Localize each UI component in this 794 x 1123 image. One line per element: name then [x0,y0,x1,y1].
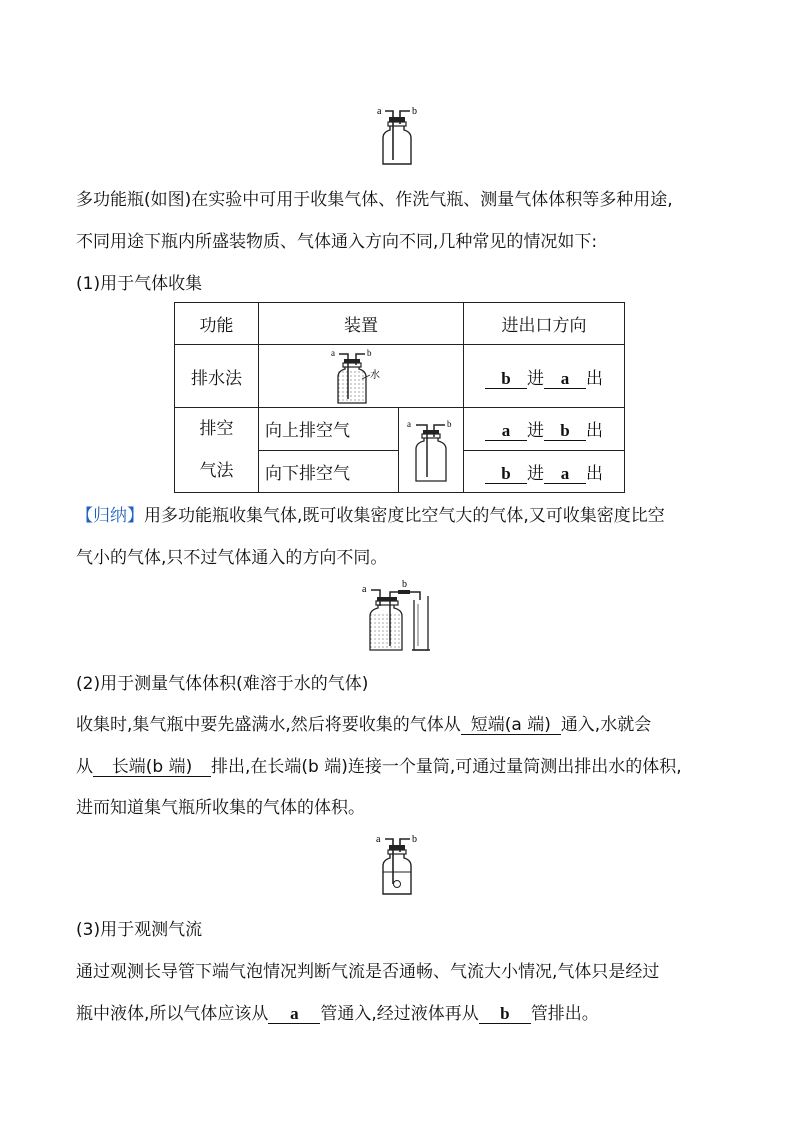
section2-line-1: 收集时,集气瓶中要先盛满水,然后将要收集的气体从 短端(a 端) 通入,水就会 [76,715,652,735]
answer-in-port: b [485,370,527,389]
section1-heading: (1)用于气体收集 [76,274,203,294]
direction-down-cell: b 进 a 出 [464,450,625,493]
section3-line-1: 通过观测长导管下端气泡情况判断气流是否通畅、气流大小情况,气体只是经过 [76,962,660,982]
direction-water-cell: b 进 a 出 [464,345,625,408]
summary-line-1: 【归纳】用多功能瓶收集气体,既可收集密度比空气大的气体,又可收集密度比空 [76,506,665,526]
answer-blank-long-end: 长端(b 端) [93,758,211,777]
answer-blank-inlet: a [268,1005,320,1024]
port-b-label: b [447,419,452,429]
answer-in-port: a [485,422,527,441]
method-water-displacement: 排水法 [175,345,259,408]
port-a-label: a [407,419,411,429]
answer-blank-short-end: 短端(a 端) [461,716,561,735]
section2-line-2: 从 长端(b 端) 排出,在长端(b 端)连接一个量筒,可通过量筒测出排出水的体积, [76,757,682,777]
intro-line-2: 不同用途下瓶内所盛装物质、气体通入方向不同,几种常见的情况如下: [76,232,598,252]
direction-up-cell: a 进 b 出 [464,408,625,451]
answer-out-port: b [544,422,586,441]
multipurpose-bottle-figure [372,100,424,168]
section2-line-3: 进而知道集气瓶所收集的气体的体积。 [76,798,365,818]
section3-line-2: 瓶中液体,所以气体应该从 a 管通入,经过液体再从 b 管排出。 [76,1004,599,1024]
port-a-label: a [376,834,381,845]
port-b-label: b [367,348,372,358]
water-filled-bottle-figure [326,347,396,405]
summary-line-2: 气小的气体,只不过气体通入的方向不同。 [76,548,388,568]
port-b-label: b [412,106,417,117]
water-label: 水 [370,370,380,381]
device-air-cell [399,408,464,493]
airflow-observation-bottle-figure [371,828,425,898]
answer-in-port: b [485,465,527,484]
gas-volume-apparatus-figure [358,578,440,652]
multipurpose-bottle-figure [403,415,459,485]
method-air-displacement: 排空 气法 [175,408,259,493]
port-b-label: b [412,834,417,845]
port-b-label: b [402,579,407,590]
table-header-device: 装置 [259,303,464,345]
summary-tag: 【归纳】 [76,506,144,526]
section2-heading: (2)用于测量气体体积(难溶于水的气体) [76,674,369,694]
sub-method-downward: 向下排空气 [259,450,399,493]
intro-line-1: 多功能瓶(如图)在实验中可用于收集气体、作洗气瓶、测量气体体积等多种用途, [76,190,673,210]
device-water-cell [259,345,464,408]
section3-heading: (3)用于观测气流 [76,920,203,940]
answer-out-port: a [544,465,586,484]
table-header-function: 功能 [175,303,259,345]
answer-out-port: a [544,370,586,389]
table-header-direction: 进出口方向 [464,303,625,345]
gas-collection-table [174,302,625,493]
port-a-label: a [331,348,335,358]
sub-method-upward: 向上排空气 [259,408,399,451]
answer-blank-outlet: b [479,1005,531,1024]
port-a-label: a [377,106,382,117]
port-a-label: a [362,584,367,595]
